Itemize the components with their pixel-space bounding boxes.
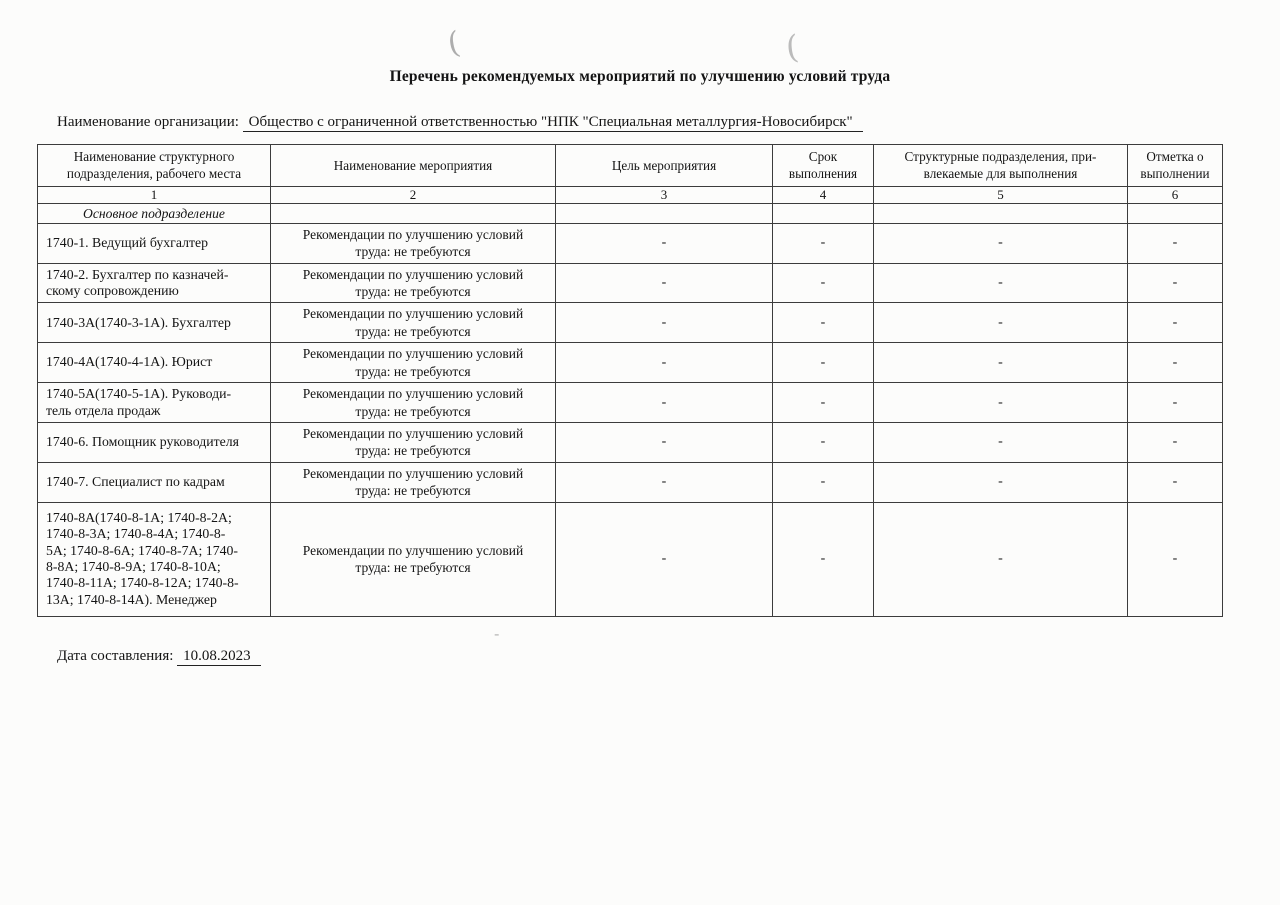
- departments-cell: -: [874, 502, 1128, 616]
- scan-artifact: -: [494, 624, 500, 643]
- column-number: 2: [271, 186, 556, 203]
- scan-artifact: (: [445, 25, 463, 62]
- departments-cell: -: [874, 462, 1128, 502]
- goal-cell: -: [556, 422, 773, 462]
- header-mark: Отметка о выполнении: [1128, 145, 1223, 187]
- measure-cell: Рекомендации по улучшению условий труда: не требуются: [271, 502, 556, 616]
- column-number: 3: [556, 186, 773, 203]
- workplace-cell: 1740-6. Помощник руководителя: [38, 422, 271, 462]
- header-measure: Наименование мероприятия: [271, 145, 556, 187]
- measures-table: [37, 144, 1223, 617]
- section-title: Основное подразделение: [38, 203, 271, 223]
- table-row: [38, 462, 1223, 502]
- workplace-cell: 1740-8А(1740-8-1А; 1740-8-2А; 1740-8-3А; 1740-8-4А; 1740-8- 5А; 1740-8-6А; 1740-8-7А; 1740- 8-8А; 1740-8-9А; 1740-8-10А; 1740-8-11А; 1740-8-12А; 1740-8- 13А; 1740-8-14А). Менеджер: [38, 502, 271, 616]
- goal-cell: -: [556, 343, 773, 383]
- date-line: [57, 648, 1280, 665]
- measure-cell: Рекомендации по улучшению условий труда: не требуются: [271, 422, 556, 462]
- goal-cell: -: [556, 223, 773, 263]
- departments-cell: -: [874, 263, 1128, 303]
- mark-cell: -: [1128, 383, 1223, 423]
- organization-line: [57, 114, 1280, 131]
- organization-label: Наименование организации:: [57, 114, 239, 130]
- deadline-cell: -: [773, 383, 874, 423]
- workplace-cell: 1740-3А(1740-3-1А). Бухгалтер: [38, 303, 271, 343]
- measure-cell: Рекомендации по улучшению условий труда: не требуются: [271, 462, 556, 502]
- header-workplace: Наименование структурного подразделения, рабочего места: [38, 145, 271, 187]
- departments-cell: -: [874, 383, 1128, 423]
- table-row: [38, 303, 1223, 343]
- mark-cell: -: [1128, 223, 1223, 263]
- deadline-cell: -: [773, 223, 874, 263]
- deadline-cell: -: [773, 303, 874, 343]
- mark-cell: -: [1128, 263, 1223, 303]
- table-row: [38, 383, 1223, 423]
- goal-cell: -: [556, 303, 773, 343]
- goal-cell: -: [556, 383, 773, 423]
- goal-cell: -: [556, 263, 773, 303]
- table-row: [38, 223, 1223, 263]
- departments-cell: -: [874, 303, 1128, 343]
- empty-cell: [773, 203, 874, 223]
- deadline-cell: -: [773, 263, 874, 303]
- organization-value: Общество с ограниченной ответственностью "НПК "Специальная металлургия-Новосибирск": [243, 114, 863, 132]
- column-number: 6: [1128, 186, 1223, 203]
- header-departments: Структурные подразделения, при- влекаемые для выполнения: [874, 145, 1128, 187]
- workplace-cell: 1740-5А(1740-5-1А). Руководи- тель отдела продаж: [38, 383, 271, 423]
- deadline-cell: -: [773, 422, 874, 462]
- column-number: 4: [773, 186, 874, 203]
- workplace-cell: 1740-7. Специалист по кадрам: [38, 462, 271, 502]
- measure-cell: Рекомендации по улучшению условий труда: не требуются: [271, 303, 556, 343]
- table-row: [38, 263, 1223, 303]
- header-deadline: Срок выполнения: [773, 145, 874, 187]
- departments-cell: -: [874, 223, 1128, 263]
- mark-cell: -: [1128, 502, 1223, 616]
- header-goal: Цель мероприятия: [556, 145, 773, 187]
- workplace-cell: 1740-1. Ведущий бухгалтер: [38, 223, 271, 263]
- deadline-cell: -: [773, 462, 874, 502]
- measure-cell: Рекомендации по улучшению условий труда: не требуются: [271, 383, 556, 423]
- workplace-cell: 1740-4А(1740-4-1А). Юрист: [38, 343, 271, 383]
- measure-cell: Рекомендации по улучшению условий труда: не требуются: [271, 223, 556, 263]
- mark-cell: -: [1128, 343, 1223, 383]
- table-row: [38, 502, 1223, 616]
- header-row: [38, 145, 1223, 187]
- mark-cell: -: [1128, 422, 1223, 462]
- column-number: 5: [874, 186, 1128, 203]
- workplace-cell: 1740-2. Бухгалтер по казначей- скому сопровождению: [38, 263, 271, 303]
- date-value: 10.08.2023: [177, 648, 261, 666]
- date-label: Дата составления:: [57, 647, 174, 664]
- deadline-cell: -: [773, 343, 874, 383]
- page-title: Перечень рекомендуемых мероприятий по улучшению условий труда: [389, 68, 891, 85]
- column-number-row: [38, 186, 1223, 203]
- mark-cell: -: [1128, 303, 1223, 343]
- empty-cell: [874, 203, 1128, 223]
- measure-cell: Рекомендации по улучшению условий труда: не требуются: [271, 263, 556, 303]
- deadline-cell: -: [773, 502, 874, 616]
- measure-cell: Рекомендации по улучшению условий труда: не требуются: [271, 343, 556, 383]
- empty-cell: [271, 203, 556, 223]
- table-row: [38, 422, 1223, 462]
- table-row: [38, 343, 1223, 383]
- section-row: [38, 203, 1223, 223]
- departments-cell: -: [874, 422, 1128, 462]
- goal-cell: -: [556, 462, 773, 502]
- scan-artifact: (: [784, 27, 801, 67]
- departments-cell: -: [874, 343, 1128, 383]
- mark-cell: -: [1128, 462, 1223, 502]
- column-number: 1: [38, 186, 271, 203]
- empty-cell: [556, 203, 773, 223]
- goal-cell: -: [556, 502, 773, 616]
- empty-cell: [1128, 203, 1223, 223]
